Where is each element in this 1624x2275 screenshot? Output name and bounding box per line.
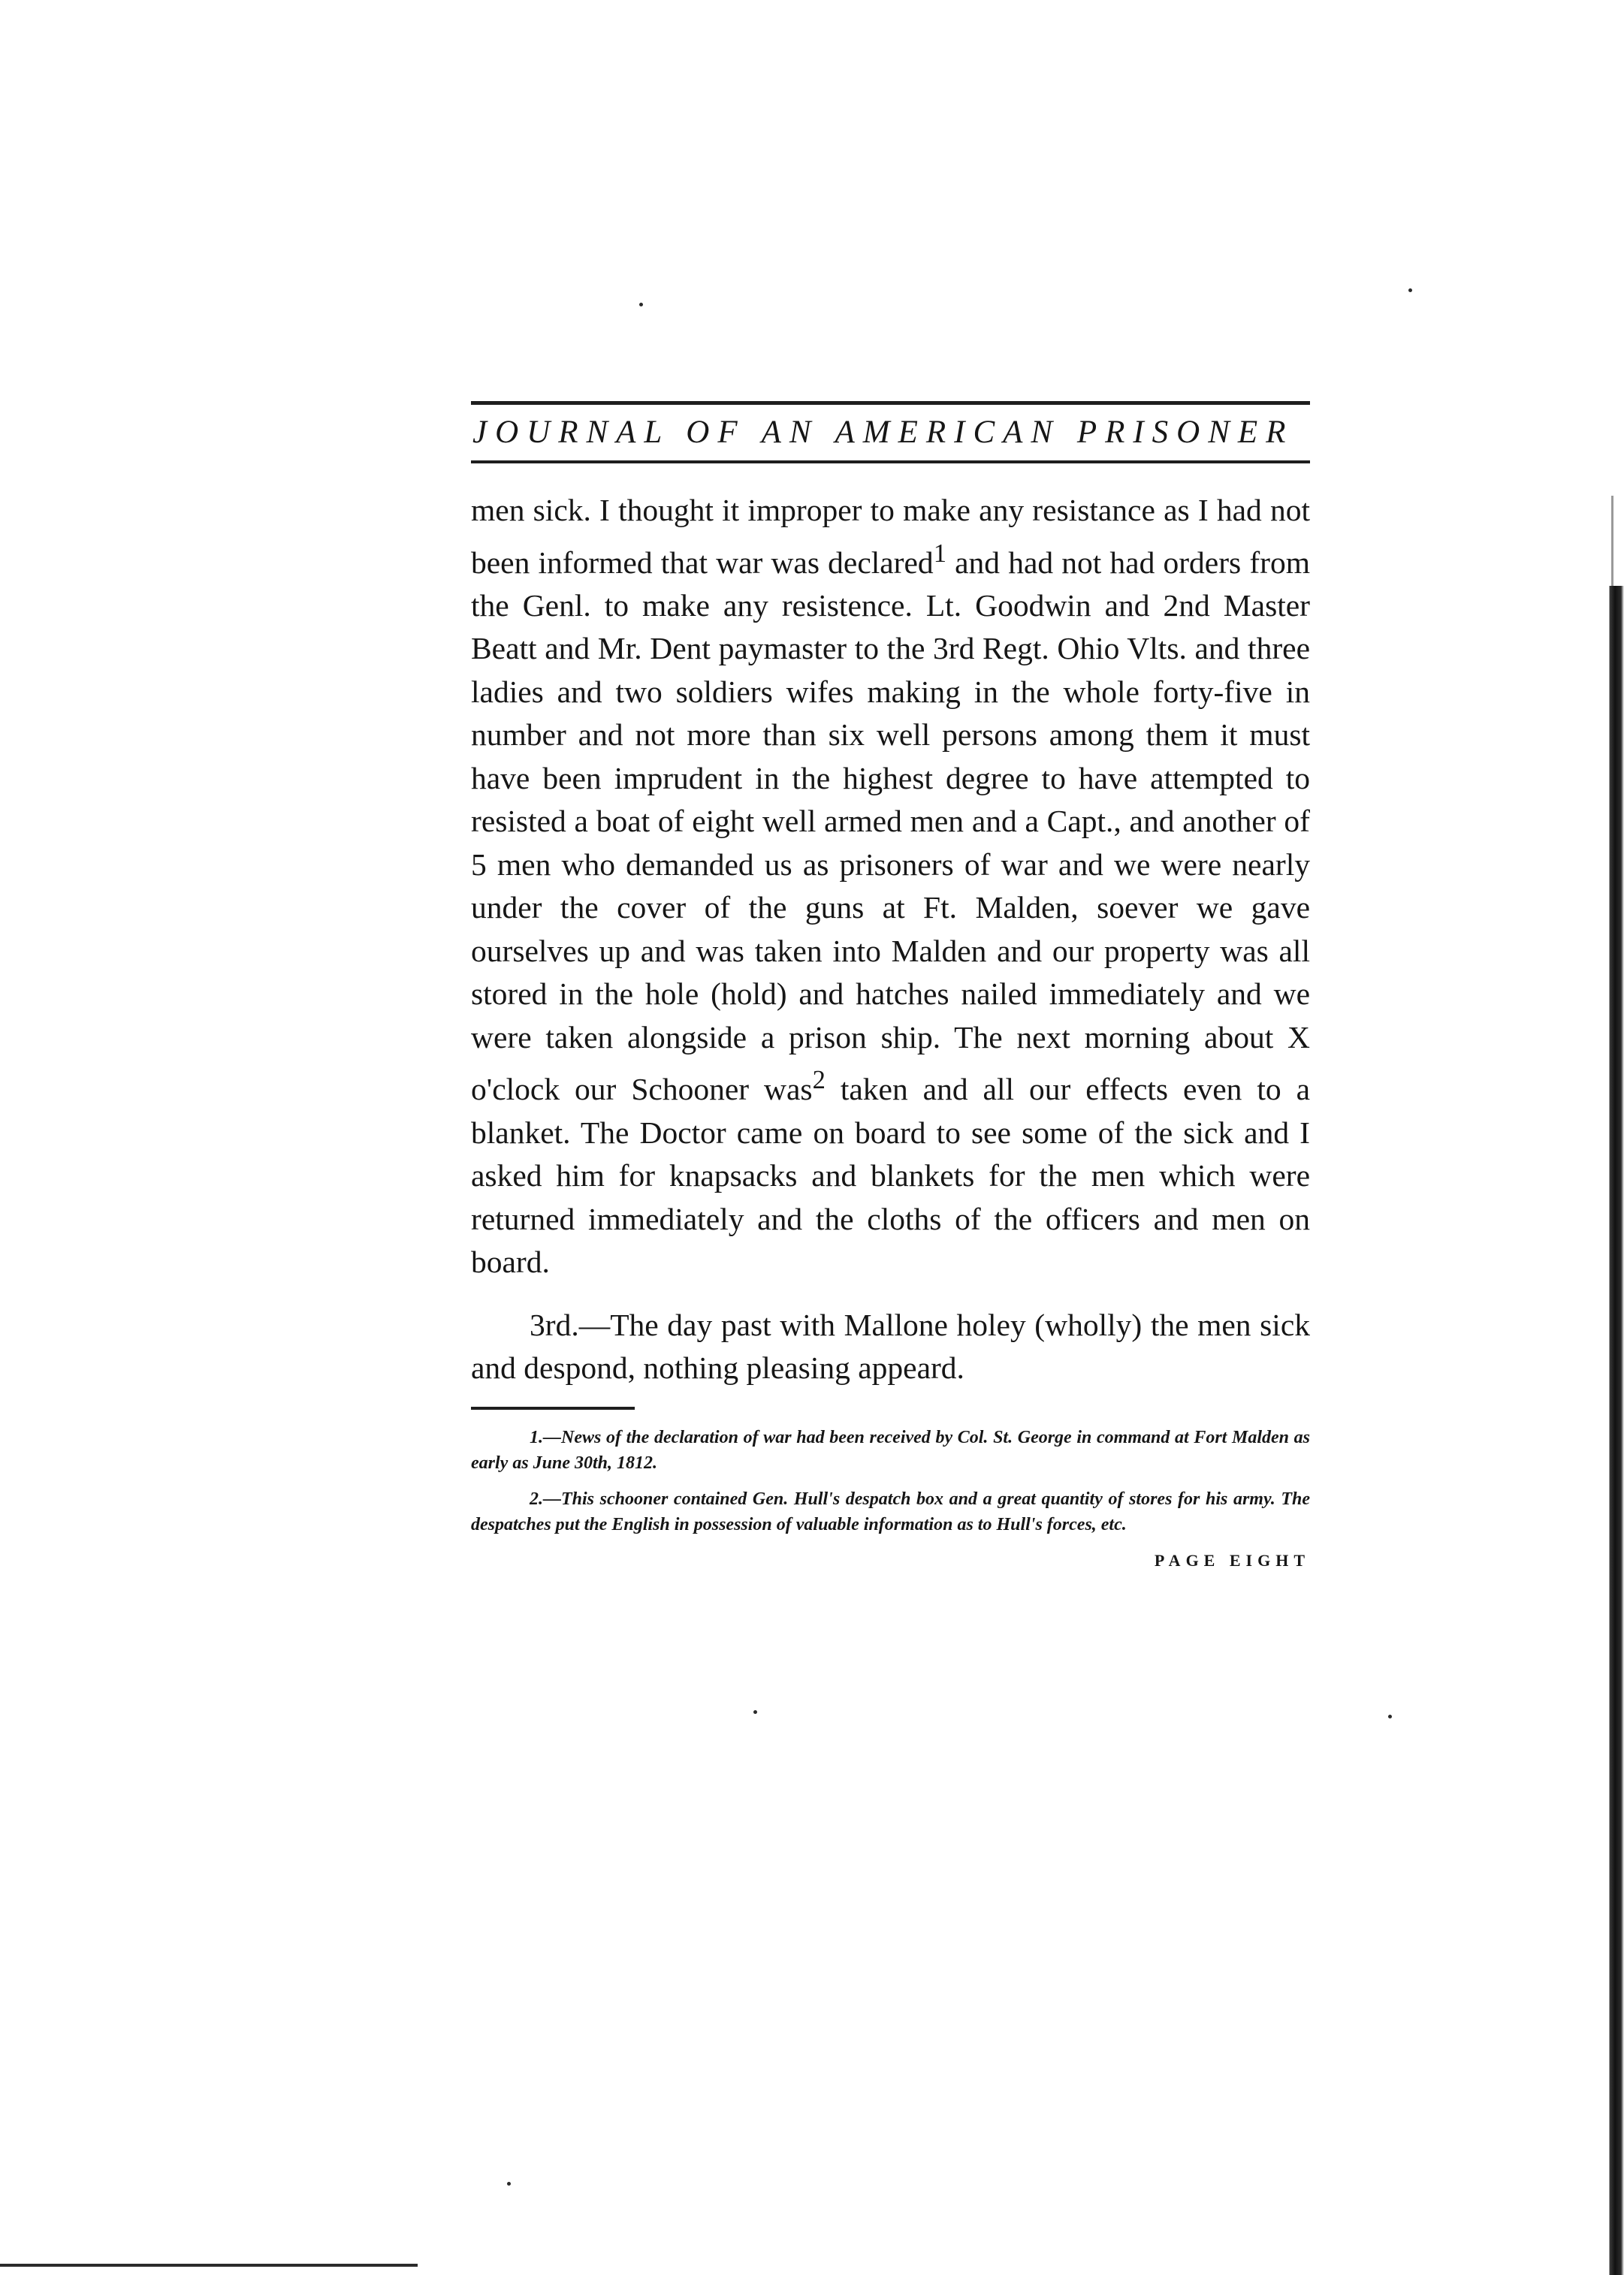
body-text — [471, 489, 1310, 1390]
footnote: 1.—News of the declaration of war had been received by Col. St. George in command at Fort Malden as early as June 30th, 1812. — [471, 1427, 1310, 1473]
scan-bottom-edge — [0, 2264, 418, 2267]
page-number: PAGE EIGHT — [1154, 1550, 1310, 1570]
scan-speck — [639, 303, 643, 306]
paragraph-text: and had not had orders from the Genl. to make any resistence. Lt. Goodwin and 2nd Master Beatt and Mr. Dent paymaster to the 3rd Regt. Ohio Vlts. and three ladies and two soldiers wifes making in the whole forty-five in number and not more than six well persons among them it must have been imprudent in the highest degree to have attempted to resisted a boat of eight well armed men and a Capt., and another of 5 men who demanded us as prisoners of war and we were nearly under the cover of the guns at Ft. Malden, soever we gave ourselves up and was taken into Malden and our property was all stored in the hole (hold) and hatches nailed immediately and we were taken alongside a prison ship. The next morning about X o'clock our Schooner was — [471, 545, 1311, 1107]
book-page — [471, 401, 1310, 1570]
scan-speck — [507, 2182, 511, 2186]
scan-speck — [1388, 1715, 1392, 1718]
scan-speck — [1408, 288, 1412, 292]
scan-binding-edge — [1598, 586, 1624, 2275]
paragraph — [471, 489, 1310, 1284]
footnote: 2.—This schooner contained Gen. Hull's despatch box and a great quantity of stores for his army. The despatches put the English in possession of valuable information as to Hull's forces, etc. — [471, 1489, 1310, 1534]
journal-entry: 3rd.—The day past with Mallone holey (wholly) the men sick and despond, nothing pleasing appeard. — [471, 1307, 1310, 1386]
footnote-marker: 1 — [933, 539, 946, 568]
paragraph-text: men sick. I thought it improper to make any resistance as I had not been informed that war was declared — [471, 493, 1310, 580]
running-header: JOURNAL OF AN AMERICAN PRISONER — [472, 415, 1294, 450]
paragraph-text: taken and all our effects even to a blanket. The Doctor came on board to see some of the sick and I asked him for knapsacks and blankets for the men which were returned immediately and the cloths of the officers and men on board. — [471, 1072, 1310, 1280]
footnote-marker: 2 — [812, 1066, 826, 1095]
scan-speck — [753, 1710, 757, 1714]
footnote-rule — [471, 1407, 635, 1410]
header-rule-bottom — [471, 460, 1310, 463]
